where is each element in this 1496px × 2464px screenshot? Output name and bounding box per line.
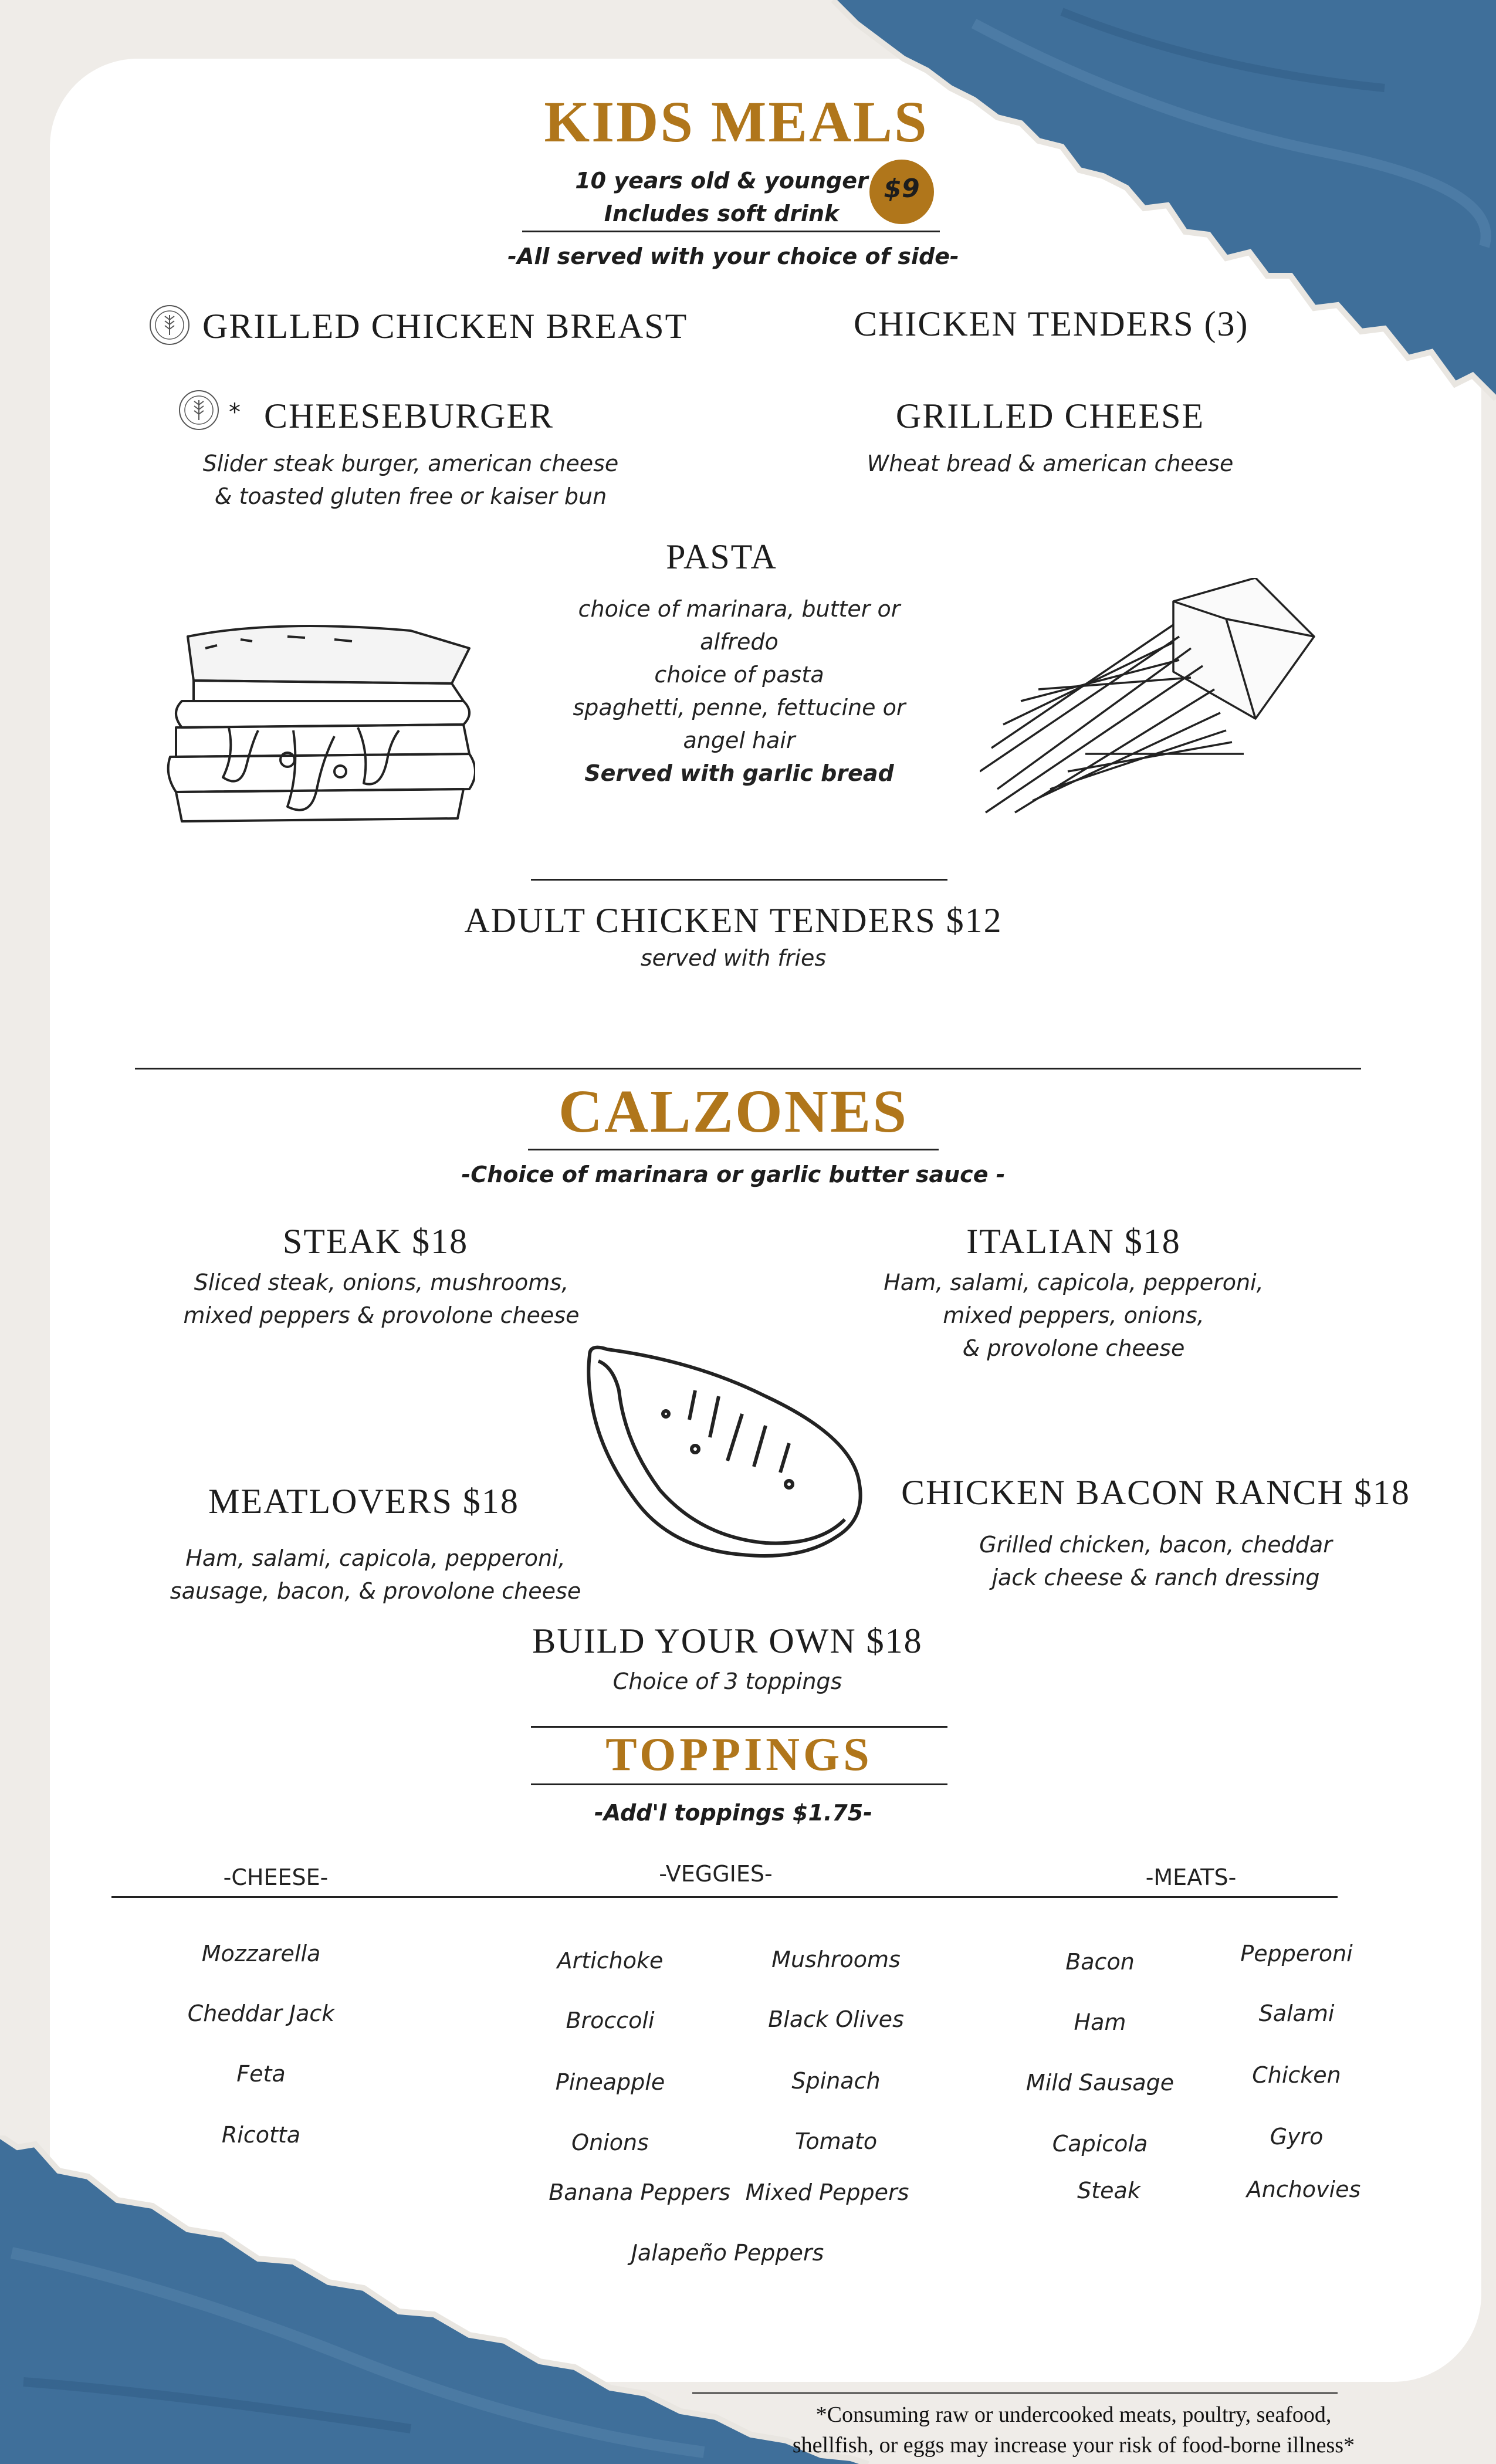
desc-line: Slider steak burger, american cheese [202,451,619,476]
desc-line: & toasted gluten free or kaiser bun [214,483,607,509]
kids-age-note: 10 years old & younger [575,168,868,194]
topping-item: Cheddar Jack [187,2001,335,2026]
steak-description [164,1266,598,1332]
calzone-steak: STEAK $18 [282,1222,469,1261]
disclaimer-line: shellfish, or eggs may increase your risk of food-borne illness* [792,2433,1355,2458]
desc-line: spaghetti, penne, fettucine or [573,695,906,720]
desc-line: angel hair [683,727,796,753]
kids-info [557,164,886,230]
toppings-divider-top [531,1726,947,1728]
desc-line: mixed peppers, onions, [943,1302,1204,1328]
calzones-divider [528,1149,939,1150]
topping-item: Pepperoni [1240,1941,1353,1967]
meatlovers-description [141,1542,610,1607]
item-adult-chicken-tenders: ADULT CHICKEN TENDERS $12 [464,901,1003,940]
pasta-bread-note: Served with garlic bread [584,760,894,786]
adult-divider [531,879,947,881]
topping-item: Tomato [794,2128,878,2154]
desc-line: Ham, salami, capicola, pepperoni, [884,1270,1264,1295]
addl-toppings-note: -Add'l toppings $1.75- [594,1800,873,1826]
french-fries-illustration [980,578,1320,824]
topping-item: Gyro [1270,2124,1324,2150]
calzone-italian: ITALIAN $18 [966,1222,1181,1261]
kids-divider [522,231,940,232]
desc-line: choice of marinara, butter or [578,596,901,622]
kids-price-badge [869,160,934,224]
calzone-build-your-own: BUILD YOUR OWN $18 [532,1622,923,1660]
build-your-own-description: Choice of 3 toppings [612,1668,842,1694]
calzone-meatlovers: MEATLOVERS $18 [208,1482,519,1521]
veggies-header: -VEGGIES- [659,1861,773,1887]
desc-line: Ham, salami, capicola, pepperoni, [185,1545,566,1571]
desc-line: jack cheese & ranch dressing [991,1565,1320,1590]
footer-divider [692,2392,1338,2394]
item-grilled-cheese: GRILLED CHEESE [895,397,1205,435]
topping-item: Bacon [1065,1949,1135,1975]
desc-line: alfredo [700,629,779,655]
topping-item: Capicola [1052,2131,1148,2157]
side-note: -All served with your choice of side- [507,243,959,269]
item-grilled-chicken-breast: GRILLED CHICKEN BREAST [202,307,688,346]
topping-item: Ham [1074,2009,1126,2035]
topping-item: Pineapple [555,2069,665,2095]
topping-item: Steak [1077,2178,1140,2204]
kids-drink-note: Includes soft drink [604,201,840,226]
italian-description [857,1266,1291,1365]
adult-tenders-description: served with fries [640,945,827,971]
item-chicken-tenders: CHICKEN TENDERS (3) [854,304,1249,343]
topping-item: Spinach [791,2068,881,2094]
kids-price: $9 [884,174,920,204]
food-safety-disclaimer [692,2399,1455,2460]
item-cheeseburger: CHEESEBURGER [264,397,554,435]
kids-meals-title: KIDS MEALS [544,89,929,154]
calzone-chicken-bacon-ranch: CHICKEN BACON RANCH $18 [901,1473,1410,1512]
gluten-free-icon [176,387,222,433]
toppings-divider-bottom [531,1783,947,1785]
disclaimer-line: *Consuming raw or undercooked meats, poultry, seafood, [815,2402,1332,2427]
calzone-illustration [578,1343,871,1566]
topping-item: Mushrooms [771,1947,901,1972]
topping-item: Feta [236,2061,286,2087]
desc-line: sausage, bacon, & provolone cheese [170,1578,581,1604]
topping-item: Onions [571,2130,649,2155]
gluten-free-icon [147,302,192,348]
desc-line: choice of pasta [654,662,824,688]
chicken-bacon-ranch-description [903,1528,1408,1594]
raw-warning-mark: * [229,399,241,426]
topping-item: Black Olives [768,2006,904,2032]
toppings-header-divider [111,1896,1338,1898]
meats-header: -MEATS- [1145,1864,1237,1890]
topping-item: Artichoke [557,1948,664,1974]
topping-item: Mild Sausage [1025,2070,1175,2096]
pasta-description [551,593,927,790]
desc-line: Sliced steak, onions, mushrooms, [194,1270,569,1295]
topping-item: Mozzarella [201,1941,321,1967]
grilled-cheese-illustration [158,613,475,830]
topping-item: Banana Peppers [549,2179,730,2205]
grilled-cheese-description: Wheat bread & american cheese [867,451,1234,476]
desc-line: & provolone cheese [962,1335,1185,1361]
desc-line: mixed peppers & provolone cheese [183,1302,580,1328]
calzone-sauce-note: -Choice of marinara or garlic butter sauce - [461,1162,1006,1187]
topping-item: Chicken [1252,2062,1341,2088]
topping-item: Jalapeño Peppers [631,2240,824,2266]
cheeseburger-description [176,447,645,513]
item-pasta: PASTA [666,537,777,576]
topping-item: Anchovies [1246,2177,1361,2202]
topping-item: Broccoli [566,2008,655,2033]
topping-item: Salami [1258,2001,1335,2026]
toppings-title: TOPPINGS [605,1729,873,1781]
section-divider [135,1068,1361,1069]
desc-line: Grilled chicken, bacon, cheddar [979,1532,1332,1558]
topping-item: Mixed Peppers [745,2179,909,2205]
cheese-header: -CHEESE- [223,1864,329,1890]
calzones-title: CALZONES [558,1078,909,1145]
topping-item: Ricotta [221,2122,301,2148]
